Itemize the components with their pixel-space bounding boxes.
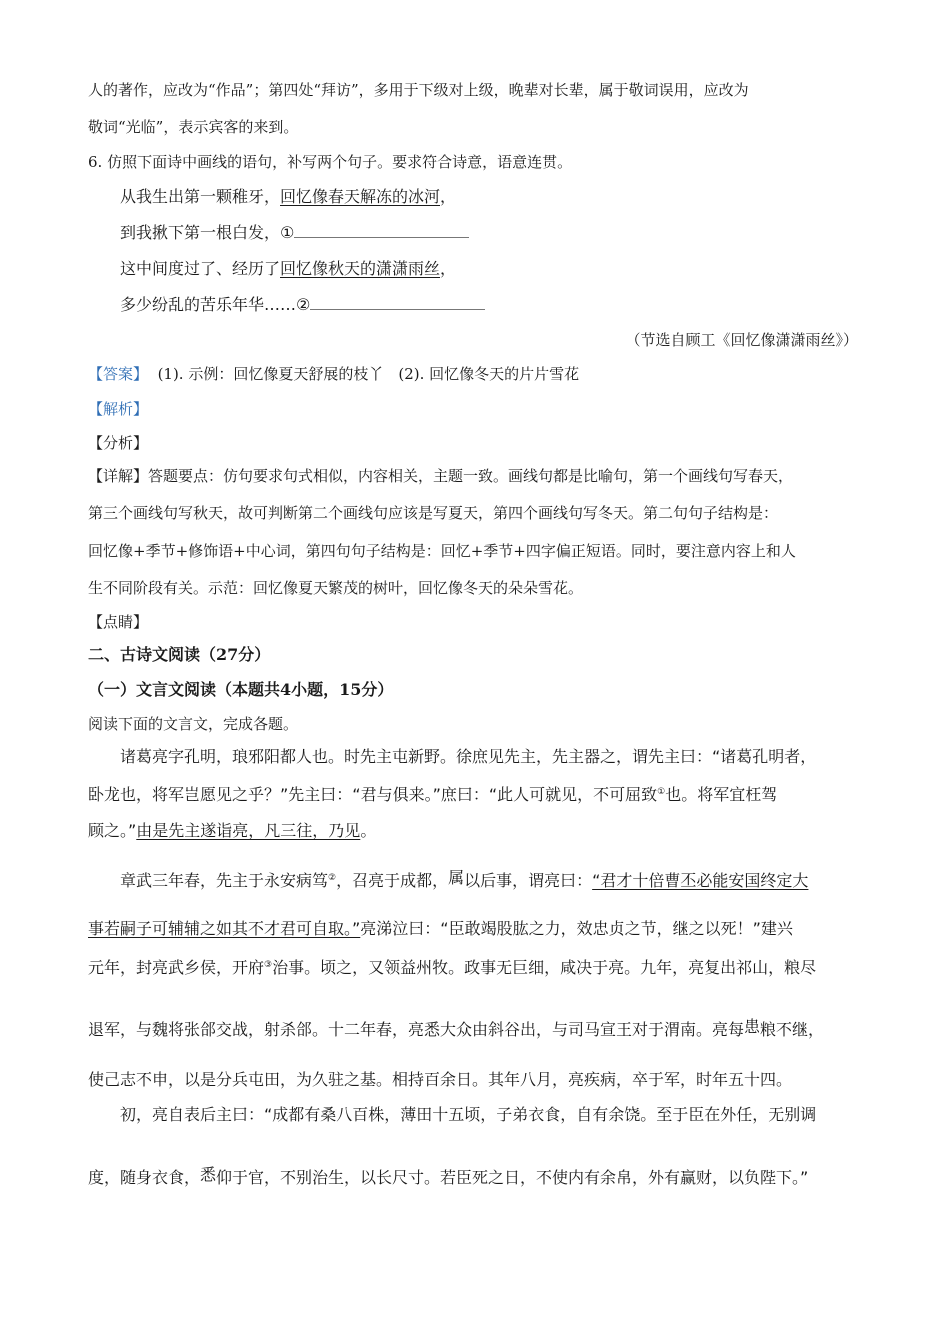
underlined-phrase: 回忆像秋天的潇潇雨丝	[280, 259, 441, 278]
classical-text-line: 使己志不申，以是分兵屯田，为久驻之基。相持百余日。其年八月，亮疾病，卒于军，时年五十四。	[88, 1070, 793, 1089]
answer-blank-2[interactable]	[310, 295, 485, 310]
detail-tag: 【详解】	[88, 467, 149, 485]
detail-line: 第三个画线句写秋天，故可判断第二个画线句应该是写夏天，第四个画线句写冬天。第二句句子结构是：	[88, 504, 779, 522]
poem-line-3: 这中间度过了、经历了回忆像秋天的潇潇雨丝，	[120, 259, 457, 278]
answer-blank-1[interactable]	[294, 223, 469, 238]
classical-text-line: 顾之。”由是先主遂诣亮，凡三往，乃见。	[88, 821, 377, 840]
answer-line: 【答案】 (1). 示例：回忆像夏天舒展的枝丫 (2). 回忆像冬天的片片雪花	[88, 365, 580, 383]
key-word: 属	[448, 868, 465, 887]
sub-heading: （一）文言文阅读（本题共4小题，15分）	[88, 680, 394, 699]
text-line: 敬词“光临”，表示宾客的来到。	[88, 118, 299, 136]
detail-line: 回忆像+季节+修饰语+中心词，第四句句子结构是：回忆+季节+四字偏正短语。同时，要注意内容上和人	[88, 542, 796, 560]
footnote-marker: ③	[264, 960, 273, 970]
underlined-sentence: “君才十倍曹丕必能安国终定大	[592, 871, 809, 890]
answer-tag: 【答案】	[88, 365, 149, 383]
fenxi-tag: 【分析】	[88, 434, 149, 452]
key-word: 悉	[200, 1165, 217, 1184]
poem-line-4: 多少纷乱的苦乐年华……②	[120, 295, 485, 315]
question-6-stem: 6. 仿照下面诗中画线的语句，补写两个句子。要求符合诗意，语意连贯。	[88, 153, 573, 171]
text-line: 人的著作，应改为“作品”；第四处“拜访”，多用于下级对上级，晚辈对长辈，属于敬词误用，应改为	[88, 81, 749, 99]
underlined-phrase: 回忆像春天解冻的冰河	[280, 187, 441, 206]
footnote-marker: ①	[657, 787, 666, 797]
classical-text-line: 元年，封亮武乡侯，开府③治事。顷之，又领益州牧。政事无巨细，咸决于亮。九年，亮复出祁山，粮尽	[88, 958, 817, 977]
underlined-sentence: 由是先主遂诣亮，凡三往，乃见	[136, 821, 361, 840]
footnote-marker: ②	[328, 873, 337, 883]
classical-text-line: 章武三年春，先主于永安病笃②，召亮于成都，属以后事，谓亮曰：“君才十倍曹丕必能安国终定大	[120, 868, 809, 890]
poem-line-2: 到我揪下第一根白发，①	[120, 223, 469, 243]
classical-text-line: 初，亮自表后主曰：“成都有桑八百株，薄田十五顷，子弟衣食，自有余饶。至于臣在外任，无别调	[120, 1105, 817, 1124]
instruction: 阅读下面的文言文，完成各题。	[88, 715, 299, 733]
poem-source: （节选自顾工《回忆像潇潇雨丝》）	[625, 331, 858, 349]
classical-text-line: 度，随身衣食，悉仰于官，不别治生，以长尺寸。若臣死之日，不使内有余帛，外有赢财，以负陛下。”	[88, 1165, 809, 1187]
poem-line-1: 从我生出第一颗稚牙，回忆像春天解冻的冰河，	[120, 187, 457, 206]
detail-line: 生不同阶段有关。示范：回忆像夏天繁茂的树叶，回忆像冬天的朵朵雪花。	[88, 579, 584, 597]
detail-line: 【详解】答题要点：仿句要求句式相似，内容相关，主题一致。画线句都是比喻句，第一个画线句写春天，	[88, 467, 794, 485]
classical-text-line: 事若嗣子可辅辅之如其不才君可自取。”亮涕泣曰：“臣敢竭股肱之力，效忠贞之节，继之以死！”建兴	[88, 919, 793, 938]
key-word: 患	[744, 1017, 761, 1036]
classical-text-line: 退军，与魏将张郃交战，射杀郃。十二年春，亮悉大众由斜谷出，与司马宣王对于渭南。亮每患粮不继，	[88, 1017, 825, 1039]
underlined-sentence: 事若嗣子可辅辅之如其不才君可自取。”	[88, 919, 361, 938]
classical-text-line: 卧龙也，将军岂愿见之乎？”先主曰：“君与俱来。”庶曰：“此人可就见，不可屈致①也。将军宜枉驾	[88, 785, 778, 804]
classical-text-line: 诸葛亮字孔明，琅邪阳都人也。时先主屯新野。徐庶见先主，先主器之，谓先主曰：“诸葛孔明者，	[120, 747, 817, 766]
section-heading: 二、古诗文阅读（27分）	[88, 645, 271, 664]
analysis-tag: 【解析】	[88, 400, 149, 418]
dianjing-tag: 【点睛】	[88, 613, 149, 631]
